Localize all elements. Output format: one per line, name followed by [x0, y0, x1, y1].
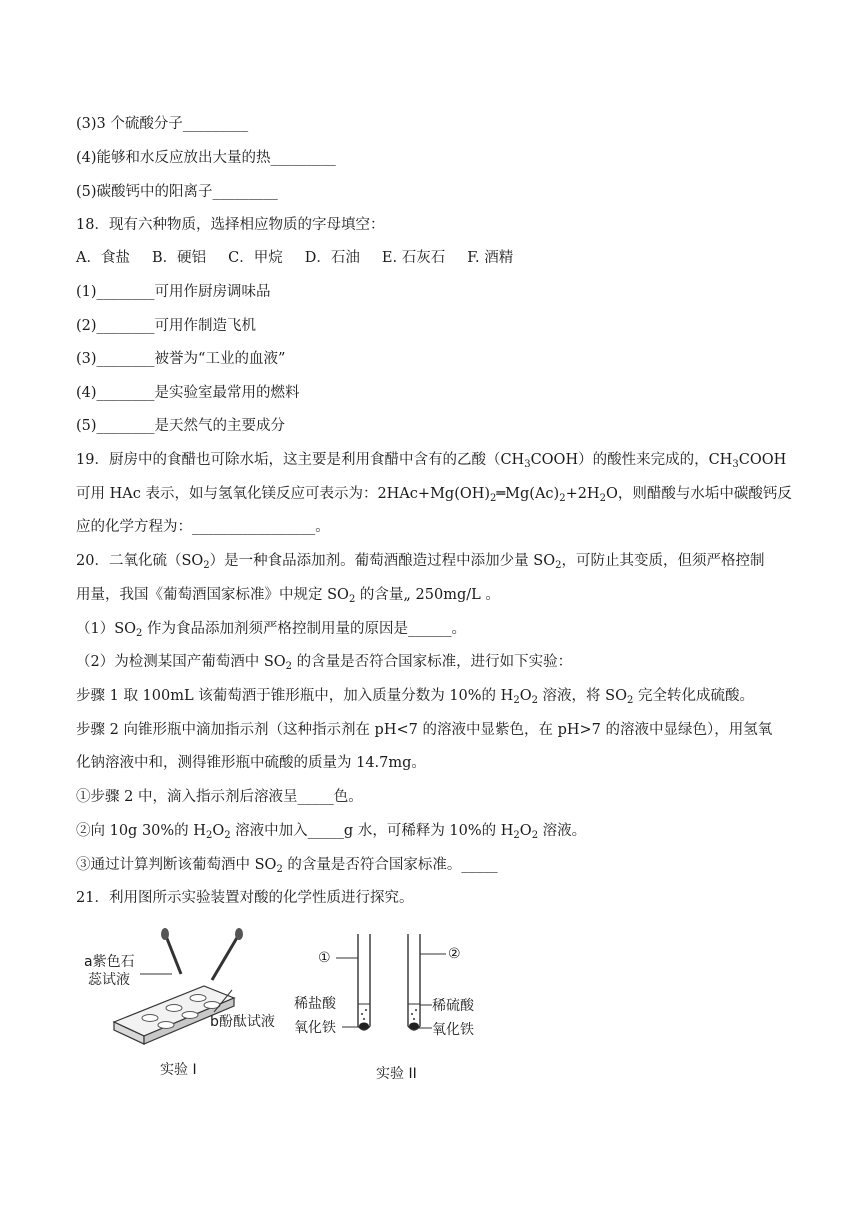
- label-phenolphthalein: b酚酞试液: [210, 1014, 275, 1030]
- q20-question-1: ①步骤 2 中，滴入指示剂后溶液呈_____色。: [76, 789, 363, 805]
- experiment-1-caption: 实验 I: [160, 1062, 197, 1078]
- q18-option-f: F. 酒精: [467, 250, 514, 266]
- q19-line-2: 可用 HAc 表示，如与氢氧化镁反应可表示为：$2HAc+Mg(OH)_2═Mg(Ac)_2+2H_2O$，则醋酸与水垢中碳酸钙反: [76, 486, 792, 504]
- tube-2-number: ②: [448, 946, 461, 962]
- label-litmus-2: 蕊试液: [88, 972, 130, 988]
- q20-step-1: 步骤 1 取 100mL 该葡萄酒于锥形瓶中，加入质量分数为 10%的 $H_2O_2$ 溶液，将 $SO_2$ 完全转化成硫酸。: [76, 688, 754, 706]
- q19-line-1: 19．厨房中的食醋也可除水垢，这主要是利用食醋中含有的乙酸$(CH_3COOH)$的酸性来完成的，$CH_3COOH$: [76, 452, 787, 470]
- test-tube-2: [408, 934, 420, 1030]
- q20-question-2: ②向 10g 30%的 $H_2O_2$ 溶液中加入_____g 水，可稀释为 10%的 $H_2O_2$ 溶液。: [76, 823, 587, 841]
- q20-question-3: ③通过计算判断该葡萄酒中 $SO_2$ 的含量是否符合国家标准。_____: [76, 857, 498, 875]
- q18-item-5: (5)________是天然气的主要成分: [76, 418, 286, 434]
- test-tube-1: [358, 934, 370, 1030]
- label-iron-oxide-2: 氧化铁: [432, 1022, 474, 1038]
- q21-stem: 21．利用图所示实验装置对酸的化学性质进行探究。: [76, 890, 414, 906]
- q18-option-c: C．甲烷: [228, 250, 283, 266]
- q20-step-2-line-2: 化钠溶液中和，测得锥形瓶中硫酸的质量为 14.7mg。: [76, 755, 426, 771]
- q18-item-3: (3)________被誉为“工业的血液”: [76, 351, 286, 367]
- q17-item-4: (4)能够和水反应放出大量的热_________: [76, 150, 336, 166]
- experiment-2-caption: 实验 II: [376, 1066, 417, 1082]
- q18-item-2: (2)________可用作制造飞机: [76, 318, 257, 334]
- label-iron-oxide-1: 氧化铁: [294, 1020, 336, 1036]
- q19-line-3: 应的化学方程为：_________________。: [76, 519, 330, 535]
- dropper-b: [212, 928, 243, 980]
- q18-options: [76, 248, 535, 268]
- tube-1-number: ①: [318, 950, 331, 966]
- q20-sub-1: $(1)SO_2$ 作为食品添加剂须严格控制用量的原因是______。: [76, 621, 467, 639]
- q20-line-1: 20．二氧化硫$(SO_2)$是一种食品添加剂。葡萄酒酿造过程中添加少量 $SO_2$，可防止其变质，但须严格控制: [76, 553, 765, 571]
- label-litmus-1: a紫色石: [84, 954, 135, 970]
- q18-option-b: B．硬铝: [151, 250, 207, 266]
- q17-item-3: (3)3 个硫酸分子_________: [76, 116, 249, 132]
- experiment-figure: [84, 924, 504, 1094]
- label-sulfuric-acid: 稀硫酸: [432, 998, 474, 1014]
- label-hydrochloric-acid: 稀盐酸: [294, 996, 336, 1012]
- q18-stem: 18．现有六种物质，选择相应物质的字母填空：: [76, 217, 385, 233]
- q18-item-4: (4)________是实验室最常用的燃料: [76, 385, 300, 401]
- q18-option-a: A．食盐: [76, 250, 130, 266]
- q18-option-d: D．石油: [304, 250, 360, 266]
- q18-option-e: E. 石灰石: [381, 250, 446, 266]
- q20-step-2-line-1: 步骤 2 向锥形瓶中滴加指示剂（这种指示剂在 pH<7 的溶液中显紫色，在 pH>7 的溶液中显绿色），用氢氧: [76, 722, 773, 738]
- q18-item-1: (1)________可用作厨房调味品: [76, 284, 271, 300]
- q17-item-5: (5)碳酸钙中的阳离子_________: [76, 184, 278, 200]
- q20-line-2: 用量，我国《葡萄酒国家标准》中规定 $SO_2$ 的含量„ 250mg/L 。: [76, 587, 500, 605]
- q20-sub-2: （2）为检测某国产葡萄酒中 $SO_2$ 的含量是否符合国家标准，进行如下实验：: [76, 654, 573, 672]
- dropper-a: [161, 928, 181, 974]
